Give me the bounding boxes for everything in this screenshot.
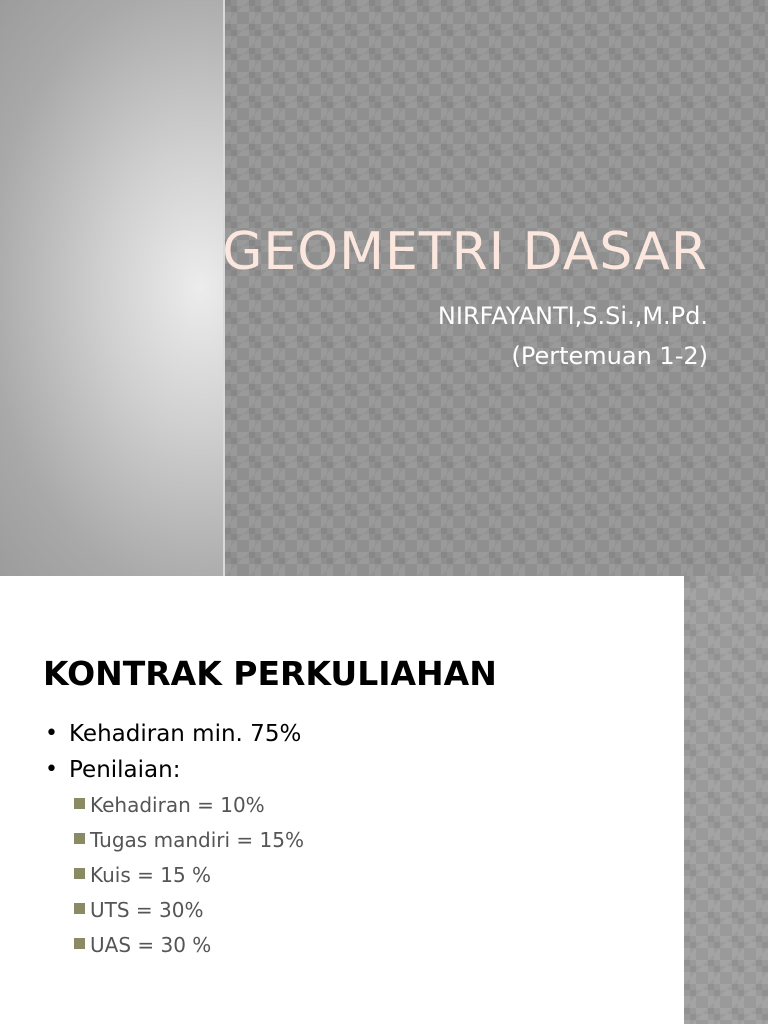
- sub-list-item: [43, 823, 663, 858]
- session-label: (Pertemuan 1-2): [511, 342, 708, 370]
- bullet-dot-icon: •: [45, 721, 58, 746]
- author-name: NIRFAYANTI,S.Si.,M.Pd.: [437, 302, 708, 330]
- contract-bullet-list: [43, 716, 663, 963]
- square-bullet-icon: [74, 833, 85, 844]
- right-pattern-strip: [684, 576, 768, 1024]
- sub-list-item: [43, 858, 663, 893]
- sub-list-item: [43, 788, 663, 823]
- bullet-dot-icon: •: [45, 757, 58, 782]
- square-bullet-icon: [74, 938, 85, 949]
- sub-list-item-text: Tugas mandiri = 15%: [90, 828, 304, 852]
- square-bullet-icon: [74, 903, 85, 914]
- list-item: [43, 752, 663, 788]
- sub-list-item: [43, 928, 663, 963]
- sub-list-item-text: UAS = 30 %: [90, 933, 212, 957]
- sub-list-item-text: Kehadiran = 10%: [90, 793, 265, 817]
- sub-list-item: [43, 893, 663, 928]
- grading-sublist: [43, 788, 663, 963]
- grading-sublist-container: [43, 788, 663, 963]
- left-gradient-panel: [0, 0, 223, 576]
- square-bullet-icon: [74, 798, 85, 809]
- sub-list-item-text: UTS = 30%: [90, 898, 204, 922]
- slide-title: GEOMETRI DASAR: [222, 222, 708, 282]
- right-pattern-panel: [225, 0, 768, 576]
- square-bullet-icon: [74, 868, 85, 879]
- list-item: [43, 716, 663, 752]
- contract-title: KONTRAK PERKULIAHAN: [43, 654, 497, 693]
- list-item-text: Penilaian:: [69, 757, 181, 783]
- contract-slide: [0, 576, 768, 1024]
- sub-list-item-text: Kuis = 15 %: [90, 863, 212, 887]
- list-item-text: Kehadiran min. 75%: [69, 721, 302, 747]
